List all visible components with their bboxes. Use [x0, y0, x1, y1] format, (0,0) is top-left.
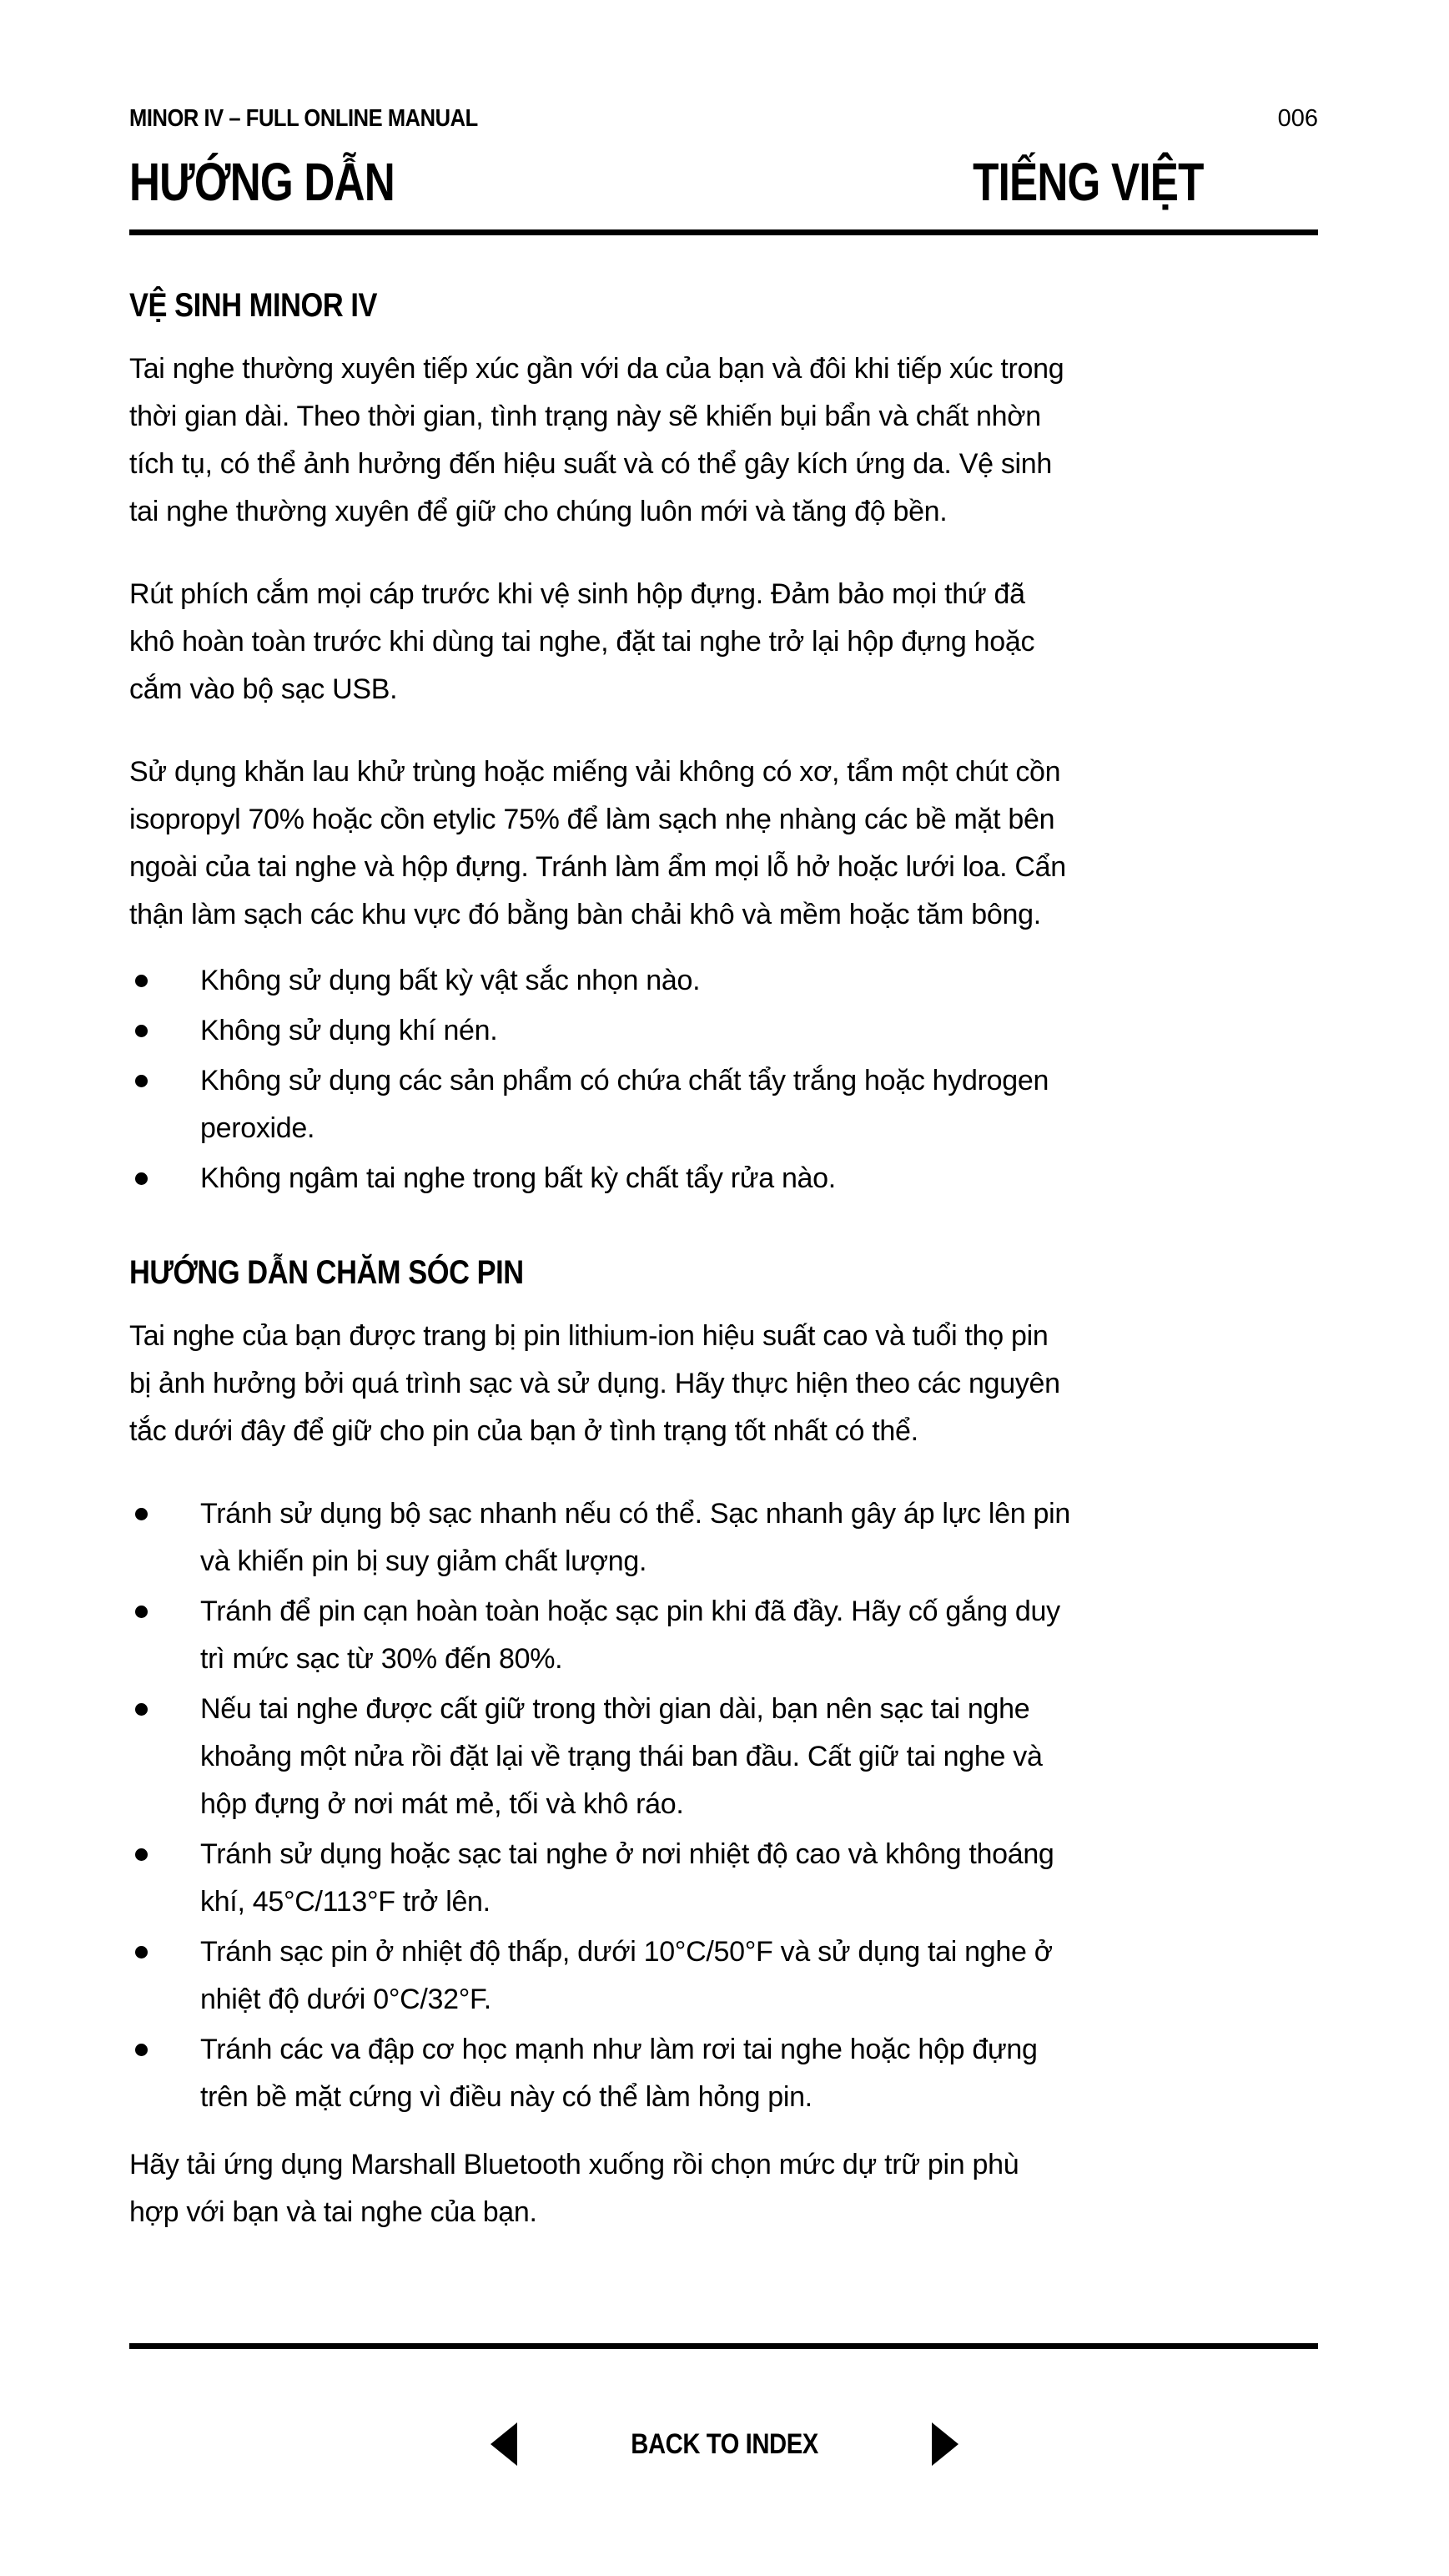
bullet-icon — [135, 1703, 148, 1716]
page-number: 006 — [1277, 105, 1318, 132]
text-line: nhiệt độ dưới 0°C/32°F. — [200, 1984, 491, 2015]
bullet-icon — [135, 1025, 148, 1037]
section-heading-battery: HƯỚNG DẪN CHĂM SÓC PIN — [129, 1254, 524, 1291]
list-item — [129, 1057, 1318, 1152]
text-line: Tránh để pin cạn hoàn toàn hoặc sạc pin khi đã đầy. Hãy cố gắng duy — [200, 1596, 1060, 1627]
text-line: tích tụ, có thể ảnh hưởng đến hiệu suất và có thể gây kích ứng da. Vệ sinh — [129, 448, 1053, 480]
text-line: cắm vào bộ sạc USB. — [129, 673, 398, 705]
paragraph — [129, 345, 1318, 536]
bullet-icon — [135, 2044, 148, 2056]
list-item — [129, 2026, 1318, 2121]
list-item — [129, 1588, 1318, 1683]
paragraph — [129, 749, 1318, 939]
text-line: hộp đựng ở nơi mát mẻ, tối và khô ráo. — [200, 1788, 684, 1820]
bullet-icon — [135, 1606, 148, 1618]
list-item — [129, 1155, 1318, 1202]
battery-bullet-list — [129, 1490, 1318, 2121]
paragraph — [129, 571, 1318, 713]
footer-divider — [129, 2343, 1318, 2349]
paragraph — [129, 1313, 1318, 1455]
bullet-icon — [135, 975, 148, 987]
text-line: Tránh sử dụng bộ sạc nhanh nếu có thể. Sạc nhanh gây áp lực lên pin — [200, 1498, 1070, 1530]
list-item — [129, 1007, 1318, 1055]
text-line: Tránh sạc pin ở nhiệt độ thấp, dưới 10°C/50°F và sử dụng tai nghe ở — [200, 1936, 1053, 1968]
section-cleaning — [129, 287, 1318, 1202]
cleaning-bullet-list — [129, 957, 1318, 1202]
bullet-icon — [135, 1075, 148, 1087]
section-heading-cleaning: VỆ SINH MINOR IV — [129, 287, 378, 324]
text-line: isopropyl 70% hoặc cồn etylic 75% để làm sạch nhẹ nhàng các bề mặt bên — [129, 804, 1055, 835]
page-title: HƯỚNG DẪN — [129, 152, 395, 212]
list-item — [129, 1686, 1318, 1828]
bullet-icon — [135, 1946, 148, 1958]
text-line: tắc dưới đây để giữ cho pin của bạn ở tình trạng tốt nhất có thể. — [129, 1415, 918, 1447]
list-item — [129, 957, 1318, 1005]
list-item — [129, 1928, 1318, 2024]
document-title: MINOR IV – FULL ONLINE MANUAL — [129, 105, 478, 132]
header-divider — [129, 229, 1318, 235]
text-line: trì mức sạc từ 30% đến 80%. — [200, 1643, 563, 1675]
language-label: TIẾNG VIỆT — [973, 152, 1204, 212]
text-line: Tai nghe của bạn được trang bị pin lithium-ion hiệu suất cao và tuổi thọ pin — [129, 1320, 1049, 1352]
text-line: khô hoàn toàn trước khi dùng tai nghe, đặt tai nghe trở lại hộp đựng hoặc — [129, 626, 1035, 658]
text-line: thời gian dài. Theo thời gian, tình trạng này sẽ khiến bụi bẩn và chất nhờn — [129, 401, 1041, 432]
text-line: bị ảnh hưởng bởi quá trình sạc và sử dụng. Hãy thực hiện theo các nguyên — [129, 1368, 1060, 1399]
list-item — [129, 1831, 1318, 1926]
text-line: Rút phích cắm mọi cáp trước khi vệ sinh hộp đựng. Đảm bảo mọi thứ đã — [129, 578, 1025, 610]
previous-page-icon[interactable] — [491, 2422, 517, 2466]
bullet-icon — [135, 1848, 148, 1861]
text-line: tai nghe thường xuyên để giữ cho chúng luôn mới và tăng độ bền. — [129, 496, 948, 527]
text-line: Tránh sử dụng hoặc sạc tai nghe ở nơi nhiệt độ cao và không thoáng — [200, 1838, 1054, 1870]
text-line: Không ngâm tai nghe trong bất kỳ chất tẩy rửa nào. — [200, 1162, 836, 1194]
text-line: Sử dụng khăn lau khử trùng hoặc miếng vải không có xơ, tẩm một chút cồn — [129, 756, 1061, 788]
text-line: khí, 45°C/113°F trở lên. — [200, 1886, 491, 1918]
list-item — [129, 1490, 1318, 1585]
text-line: Tránh các va đập cơ học mạnh như làm rơi tai nghe hoặc hộp đựng — [200, 2034, 1038, 2065]
text-line: Tai nghe thường xuyên tiếp xúc gần với da của bạn và đôi khi tiếp xúc trong — [129, 353, 1064, 385]
text-line: peroxide. — [200, 1112, 315, 1144]
text-line: trên bề mặt cứng vì điều này có thể làm hỏng pin. — [200, 2081, 813, 2113]
text-line: khoảng một nửa rồi đặt lại về trạng thái ban đầu. Cất giữ tai nghe và — [200, 1741, 1043, 1772]
next-page-icon[interactable] — [932, 2422, 958, 2466]
bullet-icon — [135, 1508, 148, 1520]
text-line: Không sử dụng bất kỳ vật sắc nhọn nào. — [200, 965, 701, 996]
title-row — [129, 152, 1318, 212]
text-line: thận làm sạch các khu vực đó bằng bàn chải khô và mềm hoặc tăm bông. — [129, 899, 1041, 930]
text-line: hợp với bạn và tai nghe của bạn. — [129, 2196, 537, 2228]
section-battery-care — [129, 1254, 1318, 2236]
header-meta-row — [129, 105, 1318, 133]
bullet-icon — [135, 1172, 148, 1185]
text-line: Nếu tai nghe được cất giữ trong thời gian dài, bạn nên sạc tai nghe — [200, 1693, 1030, 1725]
text-line: và khiến pin bị suy giảm chất lượng. — [200, 1545, 647, 1577]
back-to-index-link[interactable]: BACK TO INDEX — [631, 2427, 818, 2460]
text-line: Không sử dụng các sản phẩm có chứa chất tẩy trắng hoặc hydrogen — [200, 1065, 1049, 1096]
footer-nav — [0, 2422, 1449, 2466]
text-line: Hãy tải ứng dụng Marshall Bluetooth xuống rồi chọn mức dự trữ pin phù — [129, 2149, 1019, 2180]
text-line: ngoài của tai nghe và hộp đựng. Tránh làm ẩm mọi lỗ hở hoặc lưới loa. Cẩn — [129, 851, 1066, 883]
closing-paragraph — [129, 2141, 1318, 2236]
text-line: Không sử dụng khí nén. — [200, 1015, 498, 1046]
